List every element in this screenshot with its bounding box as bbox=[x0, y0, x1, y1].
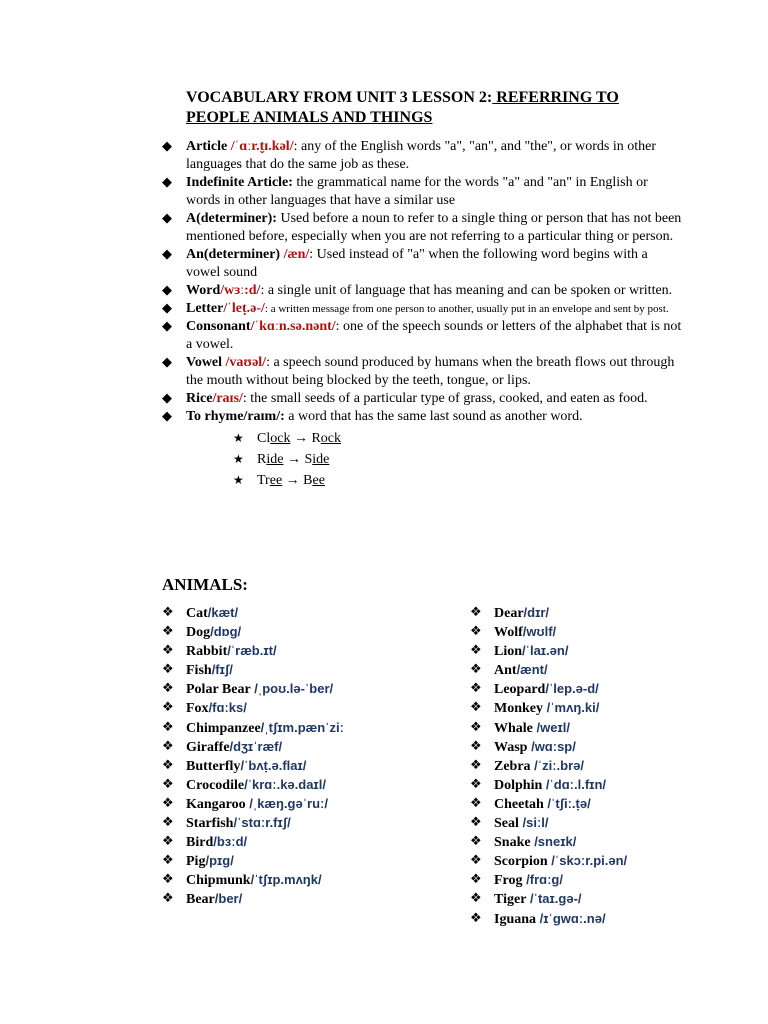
diamond-bullet-icon: ◆ bbox=[162, 211, 172, 226]
definition-term: Article bbox=[186, 139, 228, 154]
animal-pronunciation: /fɪʃ/ bbox=[211, 662, 233, 678]
arrow-right-icon: → bbox=[282, 473, 304, 488]
rhyme-word-b-ending: ee bbox=[312, 473, 325, 488]
animal-item bbox=[162, 680, 362, 699]
clover-bullet-icon: ❖ bbox=[162, 872, 174, 888]
definition-term: Consonant bbox=[186, 319, 251, 334]
animal-name: Dear bbox=[494, 606, 524, 621]
clover-bullet-icon: ❖ bbox=[470, 834, 482, 850]
animal-item bbox=[470, 910, 700, 929]
animal-pronunciation: /ˈstɑːr.fɪʃ/ bbox=[233, 815, 291, 831]
clover-bullet-icon: ❖ bbox=[470, 662, 482, 678]
animal-pronunciation: /pɪg/ bbox=[205, 853, 234, 869]
animal-item bbox=[470, 814, 700, 833]
animal-name: Chipmunk bbox=[186, 873, 251, 889]
animal-item bbox=[162, 757, 362, 776]
definition-item bbox=[162, 390, 682, 408]
diamond-bullet-icon: ◆ bbox=[162, 355, 172, 370]
clover-bullet-icon: ❖ bbox=[470, 738, 482, 754]
star-bullet-icon: ★ bbox=[233, 431, 244, 445]
animal-item bbox=[470, 719, 700, 738]
arrow-right-icon: → bbox=[290, 431, 312, 446]
animal-pronunciation: /ˈmʌŋ.ki/ bbox=[543, 700, 600, 716]
definition-item bbox=[162, 318, 682, 354]
rhyme-word-a-ending: ide bbox=[266, 452, 284, 467]
animal-name: Snake bbox=[494, 835, 531, 851]
animal-item bbox=[162, 661, 362, 680]
animal-item bbox=[470, 623, 700, 642]
animal-item bbox=[162, 833, 362, 852]
diamond-bullet-icon: ◆ bbox=[162, 283, 172, 298]
clover-bullet-icon: ❖ bbox=[470, 872, 482, 888]
clover-bullet-icon: ❖ bbox=[162, 795, 174, 811]
star-bullet-icon: ★ bbox=[233, 452, 244, 466]
animal-pronunciation: /ˈtaɪ.gə-/ bbox=[526, 891, 582, 907]
title-part-1: VOCABULARY FROM UNIT 3 LESSON 2: bbox=[186, 89, 493, 106]
animal-name: Scorpion bbox=[494, 854, 548, 870]
definition-term: Indefinite Article: bbox=[186, 175, 293, 190]
animal-item bbox=[162, 795, 362, 814]
animal-item bbox=[470, 699, 700, 718]
rhyme-word-b-start: R bbox=[311, 431, 321, 446]
animal-item bbox=[162, 623, 362, 642]
animal-item bbox=[162, 699, 362, 718]
rhyme-word-a-ending: ock bbox=[270, 431, 291, 446]
animal-name: Lion bbox=[494, 644, 523, 660]
animal-pronunciation: /weɪl/ bbox=[532, 719, 570, 735]
animal-name: Frog bbox=[494, 873, 523, 889]
clover-bullet-icon: ❖ bbox=[470, 624, 482, 640]
diamond-bullet-icon: ◆ bbox=[162, 247, 172, 262]
title-part-2-underlined: REFERRING TO PEOPLE ANIMALS AND THINGS bbox=[186, 89, 619, 126]
clover-bullet-icon: ❖ bbox=[162, 738, 174, 754]
animal-name: Seal bbox=[494, 816, 519, 832]
rhyme-word-b-ending: ide bbox=[312, 452, 330, 467]
definition-ipa: /raɪs/ bbox=[212, 391, 243, 406]
rhyme-word-b-start: S bbox=[304, 452, 313, 467]
animal-pronunciation: /ˌtʃɪm.pænˈziː bbox=[260, 719, 344, 735]
clover-bullet-icon: ❖ bbox=[162, 662, 174, 678]
animal-pronunciation: /ˈræb.ɪt/ bbox=[227, 643, 277, 659]
diamond-bullet-icon: ◆ bbox=[162, 319, 172, 334]
definition-list bbox=[162, 138, 682, 491]
animal-name: Dolphin bbox=[494, 777, 543, 793]
animal-pronunciation: /ˈtʃɪp.mʌŋk/ bbox=[250, 872, 322, 888]
animal-item bbox=[162, 642, 362, 661]
animal-name: Wolf bbox=[494, 625, 523, 641]
animal-pronunciation: /ˈbʌṭ.ə.flaɪ/ bbox=[240, 757, 307, 773]
animal-pronunciation: /kæt/ bbox=[207, 605, 239, 620]
definition-text: : any of the English words "a", "an", and "the", or words in other languages that do the same job as these. bbox=[186, 139, 657, 172]
animal-pronunciation: /ˈziː.brə/ bbox=[530, 757, 585, 773]
arrow-right-icon: → bbox=[283, 452, 305, 467]
animal-item bbox=[470, 738, 700, 757]
animal-pronunciation: /ˈtʃiː.ṭə/ bbox=[543, 795, 591, 811]
animals-heading: ANIMALS: bbox=[162, 575, 248, 594]
animal-pronunciation: /frɑːg/ bbox=[522, 872, 563, 888]
definition-term: Letter bbox=[186, 301, 224, 316]
animal-pronunciation: /sneɪk/ bbox=[530, 834, 577, 850]
definition-item bbox=[162, 174, 682, 210]
animal-name: Wasp bbox=[494, 739, 528, 755]
animal-item bbox=[470, 871, 700, 890]
rhyme-word-b-start: B bbox=[303, 473, 313, 488]
animal-name: Leopard bbox=[494, 682, 546, 698]
rhyme-example bbox=[233, 449, 682, 470]
animal-pronunciation: /dɒg/ bbox=[210, 624, 242, 640]
animal-item bbox=[162, 719, 362, 738]
clover-bullet-icon: ❖ bbox=[470, 815, 482, 831]
clover-bullet-icon: ❖ bbox=[470, 643, 482, 659]
animal-item bbox=[162, 814, 362, 833]
definition-text: : Used instead of "a" when the following word begins with a vowel sound bbox=[186, 247, 648, 280]
animal-pronunciation: /dɪr/ bbox=[523, 605, 550, 620]
animal-pronunciation: /ɪˈgwɑː.nə/ bbox=[536, 910, 606, 926]
clover-bullet-icon: ❖ bbox=[162, 853, 174, 869]
definition-ipa: /æn/ bbox=[280, 247, 310, 262]
rhyme-word-a-start: R bbox=[257, 452, 267, 467]
definition-ipa: /ˈɑːr.t̬ɪ.kəl/ bbox=[227, 139, 294, 154]
definition-item bbox=[162, 246, 682, 282]
definition-text: : a speech sound produced by humans when the breath flows out through the mouth without being blocked by the teeth, tongue, or lips. bbox=[186, 355, 675, 388]
animal-name: Crocodile bbox=[186, 777, 245, 793]
animal-item bbox=[470, 852, 700, 871]
definition-text: a word that has the same last sound as another word. bbox=[284, 409, 583, 424]
animals-list-right bbox=[470, 604, 700, 929]
animal-name: Iguana bbox=[494, 911, 537, 927]
animal-pronunciation: /ˌpoʊ.lə-ˈber/ bbox=[250, 681, 334, 697]
clover-bullet-icon: ❖ bbox=[470, 700, 482, 716]
diamond-bullet-icon: ◆ bbox=[162, 409, 172, 424]
animal-name: Kangaroo bbox=[186, 796, 246, 812]
animal-pronunciation: /ˈskɔːr.pi.ən/ bbox=[547, 853, 628, 869]
clover-bullet-icon: ❖ bbox=[162, 891, 174, 907]
definition-ipa: /wɜː:d/ bbox=[220, 283, 261, 298]
animal-name: Starfish bbox=[186, 816, 234, 832]
rhyme-word-b-ending: ock bbox=[320, 431, 342, 446]
animal-name: Monkey bbox=[494, 701, 543, 717]
animal-name: Cat bbox=[186, 606, 208, 621]
animal-name: Chimpanzee bbox=[186, 720, 261, 736]
animal-pronunciation: /wʊlf/ bbox=[522, 624, 557, 640]
animal-name: Fish bbox=[186, 663, 212, 679]
rhyme-example bbox=[233, 470, 682, 491]
animal-name: Tiger bbox=[494, 892, 527, 908]
clover-bullet-icon: ❖ bbox=[470, 795, 482, 811]
definition-term: Vowel bbox=[186, 355, 223, 370]
animal-item bbox=[162, 738, 362, 757]
animal-pronunciation: /ber/ bbox=[214, 891, 243, 907]
animal-name: Bird bbox=[186, 835, 214, 851]
diamond-bullet-icon: ◆ bbox=[162, 139, 172, 154]
animal-item bbox=[470, 890, 700, 909]
clover-bullet-icon: ❖ bbox=[470, 757, 482, 773]
clover-bullet-icon: ❖ bbox=[162, 757, 174, 773]
rhyme-examples bbox=[186, 428, 682, 491]
clover-bullet-icon: ❖ bbox=[470, 853, 482, 869]
animal-pronunciation: /fɑːks/ bbox=[208, 700, 247, 716]
definition-item bbox=[162, 354, 682, 390]
animal-name: Dog bbox=[186, 625, 211, 641]
animal-item bbox=[470, 757, 700, 776]
definition-term: A(determiner): bbox=[186, 211, 277, 226]
definition-ipa: /vaʊəl/ bbox=[222, 355, 267, 370]
animal-name: Rabbit bbox=[186, 644, 228, 660]
clover-bullet-icon: ❖ bbox=[470, 776, 482, 792]
definition-item bbox=[162, 408, 682, 491]
animal-pronunciation: /siːl/ bbox=[518, 815, 549, 831]
animal-item bbox=[162, 871, 362, 890]
animal-pronunciation: /ˈdɑː.l.fɪn/ bbox=[542, 776, 606, 792]
rhyme-word-a-start: Tr bbox=[257, 473, 270, 488]
animal-name: Giraffe bbox=[186, 739, 230, 755]
animal-item bbox=[470, 833, 700, 852]
animal-name: Ant bbox=[494, 663, 517, 679]
definition-term: Word bbox=[186, 283, 221, 298]
clover-bullet-icon: ❖ bbox=[162, 776, 174, 792]
animals-list-left bbox=[162, 604, 362, 910]
animal-item bbox=[470, 604, 700, 623]
definition-term: An(determiner) bbox=[186, 247, 281, 262]
definition-item bbox=[162, 138, 682, 174]
animal-name: Whale bbox=[494, 720, 533, 736]
animal-pronunciation: /ˌkæŋ.gəˈruː/ bbox=[245, 795, 328, 811]
definition-item bbox=[162, 300, 682, 318]
definition-text: the grammatical name for the words "a" and "an" in English or words in other languages that have a similar use bbox=[186, 175, 648, 208]
clover-bullet-icon: ❖ bbox=[162, 605, 174, 620]
animal-item bbox=[470, 661, 700, 680]
diamond-bullet-icon: ◆ bbox=[162, 391, 172, 406]
clover-bullet-icon: ❖ bbox=[162, 681, 174, 697]
definition-text: : the small seeds of a particular type of grass, cooked, and eaten as food. bbox=[242, 391, 648, 406]
animal-name: Polar Bear bbox=[186, 682, 251, 698]
animal-pronunciation: /ænt/ bbox=[516, 662, 548, 678]
page-title bbox=[186, 88, 666, 128]
diamond-bullet-icon: ◆ bbox=[162, 175, 172, 190]
definition-term: Rice bbox=[186, 391, 213, 406]
clover-bullet-icon: ❖ bbox=[162, 719, 174, 735]
definition-text: Used before a noun to refer to a single thing or person that has not been mentioned before, especially when you are not referring to a particular thing or person. bbox=[186, 211, 682, 244]
clover-bullet-icon: ❖ bbox=[162, 815, 174, 831]
animal-pronunciation: /dʒɪˈræf/ bbox=[229, 738, 283, 754]
star-bullet-icon: ★ bbox=[233, 473, 244, 487]
animal-pronunciation: /ˈlep.ə-d/ bbox=[545, 681, 599, 697]
definition-text: : one of the speech sounds or letters of the alphabet that is not a vowel. bbox=[186, 319, 682, 352]
animal-item bbox=[470, 795, 700, 814]
rhyme-example bbox=[233, 428, 682, 449]
clover-bullet-icon: ❖ bbox=[470, 719, 482, 735]
clover-bullet-icon: ❖ bbox=[470, 681, 482, 697]
animal-item bbox=[470, 680, 700, 699]
animal-name: Bear bbox=[186, 892, 215, 908]
animal-item bbox=[470, 776, 700, 795]
diamond-bullet-icon: ◆ bbox=[162, 301, 172, 316]
definition-text: : a written message from one person to another, usually put in an envelope and sent by post. bbox=[264, 303, 669, 315]
animal-item bbox=[162, 890, 362, 909]
animal-name: Butterfly bbox=[186, 758, 241, 774]
clover-bullet-icon: ❖ bbox=[162, 643, 174, 659]
clover-bullet-icon: ❖ bbox=[470, 910, 482, 926]
definition-ipa: /ˈkɑːn.sə.nənt/ bbox=[250, 319, 336, 334]
definition-item bbox=[162, 210, 682, 246]
clover-bullet-icon: ❖ bbox=[162, 834, 174, 850]
rhyme-word-a-ending: ee bbox=[269, 473, 283, 488]
clover-bullet-icon: ❖ bbox=[470, 891, 482, 907]
clover-bullet-icon: ❖ bbox=[470, 605, 482, 620]
animal-item bbox=[162, 852, 362, 871]
animal-pronunciation: /wɑːsp/ bbox=[527, 738, 576, 754]
definition-ipa: /ˈleṭ.ə-/ bbox=[223, 301, 265, 316]
animal-pronunciation: /ˈkrɑː.kə.daɪl/ bbox=[244, 776, 326, 792]
clover-bullet-icon: ❖ bbox=[162, 700, 174, 716]
definition-item bbox=[162, 282, 682, 300]
animal-pronunciation: /bɜːd/ bbox=[213, 834, 248, 850]
animal-item bbox=[162, 604, 362, 623]
rhyme-word-a-start: Cl bbox=[257, 431, 271, 446]
animal-item bbox=[162, 776, 362, 795]
animal-item bbox=[470, 642, 700, 661]
animal-pronunciation: /ˈlaɪ.ən/ bbox=[522, 643, 569, 659]
animal-name: Pig bbox=[186, 854, 206, 870]
clover-bullet-icon: ❖ bbox=[162, 624, 174, 640]
definition-term: To rhyme/raɪm/: bbox=[186, 409, 285, 424]
animal-name: Fox bbox=[186, 701, 209, 717]
animal-name: Cheetah bbox=[494, 796, 544, 812]
animal-name: Zebra bbox=[494, 758, 531, 774]
definition-text: : a single unit of language that has meaning and can be spoken or written. bbox=[260, 283, 673, 298]
